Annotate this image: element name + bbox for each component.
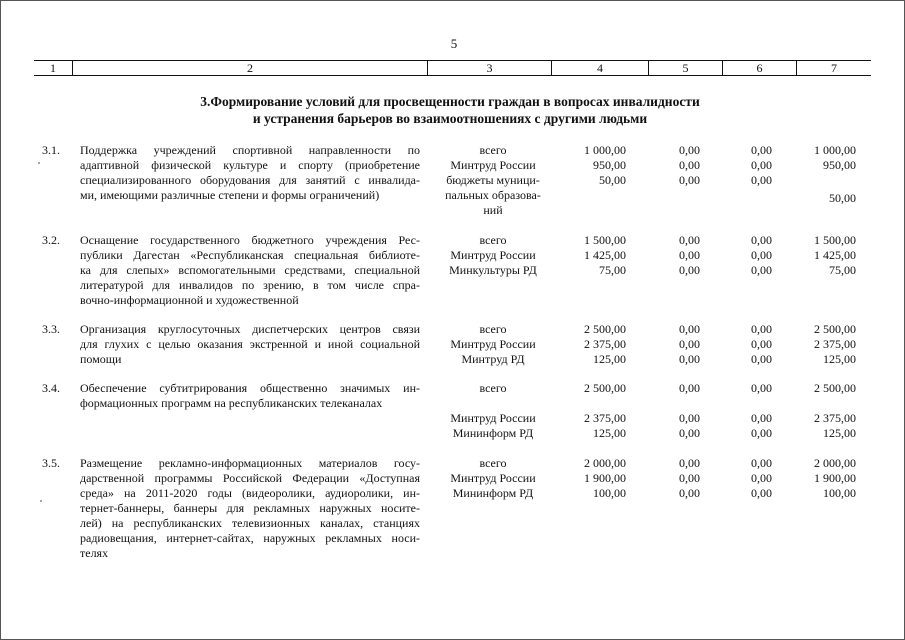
column-header-2: 2 [72, 61, 427, 75]
amount-value: 0,00 [679, 411, 700, 425]
amount-value: 75,00 [599, 263, 626, 277]
amount-value: 0,00 [751, 456, 772, 470]
amount-value: 0,00 [751, 233, 772, 247]
funding-source: всего [479, 143, 507, 157]
amount-value: 125,00 [823, 426, 856, 440]
amount-col6 [720, 143, 772, 188]
amount-col5 [650, 322, 700, 367]
amount-value: 0,00 [679, 322, 700, 336]
amount-col5 [650, 381, 700, 441]
amount-value: 0,00 [751, 173, 772, 187]
funding-source: Минтруд России [450, 158, 536, 172]
amount-value: 950,00 [593, 158, 626, 172]
amount-value: 0,00 [751, 352, 772, 366]
row-number: 3.3. [42, 322, 60, 336]
amount-value: 2 375,00 [584, 411, 626, 425]
amount-value: 0,00 [751, 471, 772, 485]
funding-source: Mининформ РД [452, 426, 534, 440]
amount-value: 1 425,00 [584, 248, 626, 262]
amount-value [790, 396, 856, 411]
amount-value: 125,00 [593, 426, 626, 440]
amount-value: 2 000,00 [814, 456, 856, 470]
funding-source: ний [483, 203, 503, 217]
amount-value [560, 396, 626, 411]
amount-value: 0,00 [679, 263, 700, 277]
amount-value: 1 500,00 [584, 233, 626, 247]
amount-value [790, 173, 856, 188]
amount-value: 2 500,00 [814, 322, 856, 336]
funding-sources [437, 456, 549, 501]
amount-value: 1 000,00 [814, 143, 856, 157]
funding-source: бюджеты муници- [446, 173, 540, 187]
amount-value: 0,00 [679, 456, 700, 470]
row-number: 3.1. [42, 143, 60, 157]
amount-value [650, 396, 700, 411]
amount-value: 0,00 [751, 248, 772, 262]
column-header-6: 6 [722, 61, 796, 75]
amount-value: 2 000,00 [584, 456, 626, 470]
amount-value: 0,00 [679, 337, 700, 351]
amount-col7 [790, 143, 856, 206]
amount-value: 2 500,00 [584, 322, 626, 336]
description-line: специализированного оборудования для занятий с инвалида- [80, 173, 420, 187]
amount-col5 [650, 233, 700, 278]
amount-value: 0,00 [751, 411, 772, 425]
amount-value: 75,00 [829, 263, 856, 277]
funding-source: всего [479, 381, 507, 395]
description-line: радиовещания, интернет-сайтах, наружных рекламных носи- [80, 531, 420, 545]
amount-col5 [650, 456, 700, 501]
amount-total [560, 381, 626, 441]
funding-source: Минкультуры РД [449, 263, 537, 277]
amount-value: 0,00 [751, 381, 772, 395]
column-header-7: 7 [796, 61, 871, 75]
funding-source [437, 396, 549, 411]
amount-value: 0,00 [679, 158, 700, 172]
funding-source: Минтруд РД [461, 352, 525, 366]
funding-source: Mининформ РД [452, 486, 534, 500]
amount-value: 0,00 [679, 381, 700, 395]
description-line: вочно-информационной и художественной [80, 293, 299, 307]
scan-speck [40, 500, 42, 502]
amount-value: 1 900,00 [814, 471, 856, 485]
amount-value: 2 375,00 [584, 337, 626, 351]
description-line: ми, имеющими различные степени и формы ограничений) [80, 188, 380, 202]
funding-source: всего [479, 456, 507, 470]
amount-value: 125,00 [593, 352, 626, 366]
description-line: Поддержка учреждений спортивной направленности по [80, 143, 420, 157]
amount-value: 0,00 [679, 143, 700, 157]
amount-total [560, 233, 626, 278]
amount-col6 [720, 456, 772, 501]
description-line: лей) на республиканских телевизионных каналах, станциях [80, 516, 420, 530]
column-header-1: 1 [50, 61, 56, 75]
scan-speck [38, 162, 40, 164]
amount-value: 50,00 [599, 173, 626, 187]
column-header-3: 3 [427, 61, 551, 75]
amount-col5 [650, 143, 700, 188]
description-line: ка для слепых» вспомогательными средствами, специальной [80, 263, 420, 277]
amount-col6 [720, 322, 772, 367]
amount-value: 50,00 [829, 191, 856, 205]
row-number: 3.2. [42, 233, 60, 247]
amount-value: 125,00 [823, 352, 856, 366]
funding-source: всего [479, 322, 507, 336]
row-number: 3.4. [42, 381, 60, 395]
amount-value: 1 425,00 [814, 248, 856, 262]
description-line: формационных программ на республиканских телеканалах [80, 396, 383, 410]
description-line: публики Дагестан «Республиканская специальная библиоте- [80, 248, 420, 262]
amount-total [560, 322, 626, 367]
amount-col7 [790, 322, 856, 367]
column-header-4: 4 [551, 61, 648, 75]
funding-source: Минтруд России [450, 337, 536, 351]
section-title [110, 93, 790, 127]
funding-source: Минтруд России [450, 248, 536, 262]
description-line: помощи [80, 352, 122, 366]
amount-value: 0,00 [679, 352, 700, 366]
description-line: среда» на 2011-2020 годы (видеоролики, аудиоролики, ин- [80, 486, 420, 500]
amount-value: 0,00 [679, 248, 700, 262]
amount-value: 2 375,00 [814, 337, 856, 351]
amount-value: 0,00 [751, 486, 772, 500]
funding-sources [437, 381, 549, 441]
description-line: Оснащение государственного бюджетного учреждения Рес- [80, 233, 420, 247]
description-line: литературой для инвалидов по зрению, в том числе спра- [80, 278, 420, 292]
amount-value: 950,00 [823, 158, 856, 172]
amount-value: 0,00 [679, 471, 700, 485]
description-line: Обеспечение субтитрирования общественно значимых ин- [80, 381, 420, 395]
description-line: дарственной программы Российской Федерации «Доступная [80, 471, 420, 485]
amount-total [560, 143, 626, 188]
row-description [80, 456, 420, 561]
column-header-5: 5 [648, 61, 722, 75]
amount-value: 0,00 [751, 337, 772, 351]
amount-value: 2 375,00 [814, 411, 856, 425]
section-title-line-1: 3.Формирование условий для просвещенности граждан в вопросах инвалидности [200, 94, 700, 109]
funding-source: Минтруд России [450, 411, 536, 425]
amount-value: 100,00 [593, 486, 626, 500]
funding-sources [437, 233, 549, 278]
column-header-row [34, 60, 871, 76]
amount-col7 [790, 233, 856, 278]
description-line: телях [80, 546, 109, 560]
amount-value: 1 500,00 [814, 233, 856, 247]
funding-source: Минтруд России [450, 471, 536, 485]
amount-value: 0,00 [751, 158, 772, 172]
amount-value: 0,00 [751, 426, 772, 440]
amount-value: 0,00 [679, 426, 700, 440]
amount-col6 [720, 381, 772, 441]
funding-source: пальных образова- [445, 188, 541, 202]
amount-value: 0,00 [679, 233, 700, 247]
amount-col7 [790, 456, 856, 501]
amount-value: 0,00 [751, 263, 772, 277]
description-line: Организация круглосуточных диспетчерских центров связи [80, 322, 420, 336]
amount-value: 0,00 [679, 173, 700, 187]
description-line: Размещение рекламно-информационных материалов госу- [80, 456, 420, 470]
amount-col6 [720, 233, 772, 278]
funding-sources [437, 322, 549, 367]
description-line: адаптивной физической культуре и спорту (приобретение [80, 158, 420, 172]
amount-value: 1 900,00 [584, 471, 626, 485]
page-number: 5 [450, 36, 458, 51]
row-description [80, 143, 420, 203]
funding-source: всего [479, 233, 507, 247]
amount-value [720, 396, 772, 411]
amount-value: 1 000,00 [584, 143, 626, 157]
amount-value: 0,00 [751, 143, 772, 157]
amount-value: 0,00 [679, 486, 700, 500]
description-line: тернет-баннеры, баннеры для рекламных наружных носите- [80, 501, 420, 515]
amount-total [560, 456, 626, 501]
row-description [80, 322, 420, 367]
amount-value: 2 500,00 [814, 381, 856, 395]
amount-value: 0,00 [751, 322, 772, 336]
amount-value: 100,00 [823, 486, 856, 500]
description-line: для глухих с целью оказания экстренной и иной социальной [80, 337, 420, 351]
row-description [80, 381, 420, 411]
amount-value: 2 500,00 [584, 381, 626, 395]
amount-col7 [790, 381, 856, 441]
section-title-line-2: и устранения барьеров во взаимоотношениях с другими людьми [252, 111, 648, 126]
funding-sources [437, 143, 549, 218]
row-number: 3.5. [42, 456, 60, 470]
row-description [80, 233, 420, 308]
